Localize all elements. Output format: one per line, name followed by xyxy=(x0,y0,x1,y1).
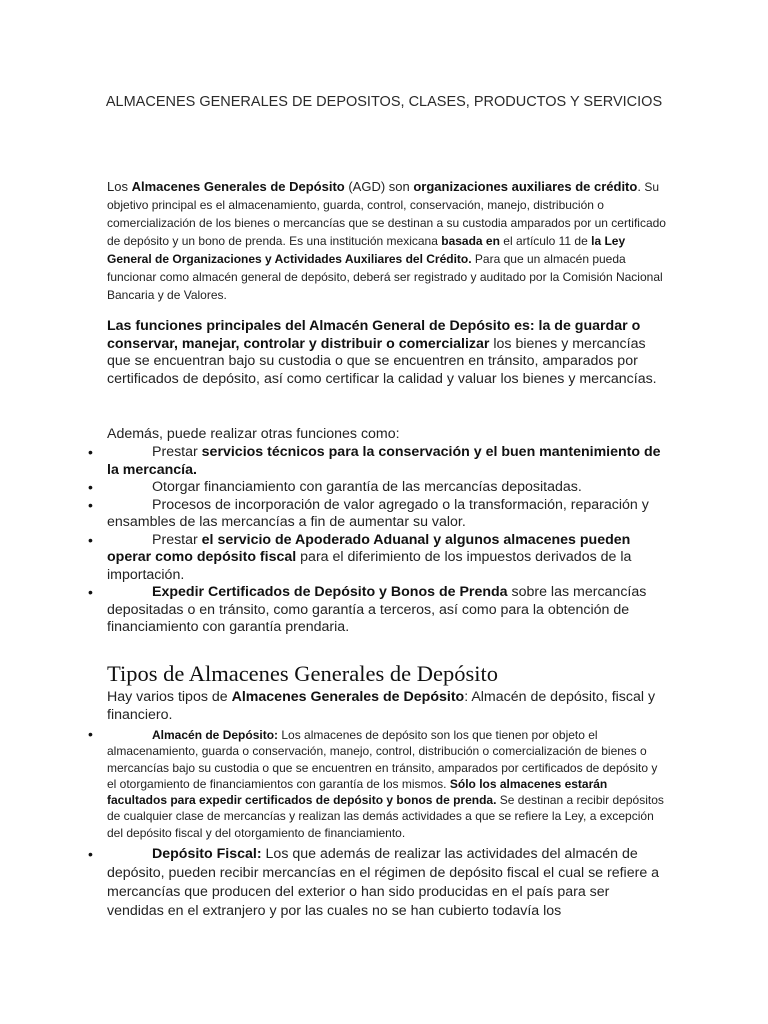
tipos-intro-post: : Almacén de depósito, fiscal y financiero. xyxy=(107,689,656,723)
tipos-intro-bold: Almacenes Generales de Depósito xyxy=(231,689,465,705)
list-item xyxy=(88,726,667,841)
list-item xyxy=(88,444,667,479)
list-item-bold: Expedir Certificados de Depósito y Bonos de Prenda xyxy=(152,584,508,600)
list-item xyxy=(88,845,667,921)
intro-paragraph xyxy=(107,178,667,304)
tipo-text-1: Los que además de realizar las actividades del almacén de depósito, pueden recibir mercancías en el régimen de depósito fiscal el cual se refiere a mercancías que producen del exterior o han sido producidas en el país para ser vendidas en el extranjero y por las cuales no se han cubierto todavía los xyxy=(107,846,660,920)
list-item-pre: Prestar xyxy=(152,444,202,460)
bullet-icon: • xyxy=(88,496,93,513)
intro-lead-text: Los xyxy=(107,179,132,194)
intro-lead-bold-2: organizaciones auxiliares de crédito xyxy=(413,179,638,194)
list-item xyxy=(88,531,667,585)
intro-body-2: el artículo 11 de xyxy=(499,234,592,248)
bullet-icon: • xyxy=(88,479,93,495)
intro-bold-3: basada en xyxy=(441,234,500,248)
intro-bold-4: la Ley General de Organizaciones y Actividades Auxiliares del Crédito. xyxy=(107,234,626,266)
tipos-intro-paragraph xyxy=(107,689,667,724)
bullet-icon: • xyxy=(88,531,93,548)
tipos-heading: Tipos de Almacenes Generales de Depósito xyxy=(107,661,498,686)
list-item xyxy=(88,496,667,532)
list-item-bold: servicios técnicos para la conservación y el buen mantenimiento de la mercancía. xyxy=(107,444,661,478)
other-functions-list xyxy=(88,444,667,637)
list-item-pre: Prestar xyxy=(152,531,202,548)
intro-lead-mid: (AGD) son xyxy=(344,179,414,194)
document-title: ALMACENES GENERALES DE DEPOSITOS, CLASES, PRODUCTOS Y SERVICIOS xyxy=(105,94,663,110)
list-item xyxy=(88,479,667,497)
list-item-pre: Otorgar financiamiento con garantía de las mercancías depositadas. xyxy=(152,479,582,495)
intro-lead-end: . xyxy=(637,179,641,194)
functions-rest: los bienes y mercancías que se encuentran bajo su custodia o que se encuentren en tránsito, amparados por certificados de depósito, así como certificar la calidad y valuar los bienes y mercancías. xyxy=(107,335,657,387)
tipos-intro-pre: Hay varios tipos de xyxy=(107,689,232,705)
list-item xyxy=(88,584,667,637)
tipo-label: Depósito Fiscal: xyxy=(152,846,262,863)
intro-lead-bold: Almacenes Generales de Depósito xyxy=(131,179,345,194)
functions-paragraph xyxy=(107,318,667,388)
tipos-list xyxy=(88,726,667,921)
list-item-bold: el servicio de Apoderado Aduanal y algunos almacenes pueden operar como depósito fiscal xyxy=(107,531,631,565)
functions-bold: Las funciones principales del Almacén General de Depósito es: la de guardar o conservar, manejar, controlar y distribuir o comercializar xyxy=(107,318,641,352)
bullet-icon: • xyxy=(88,726,93,742)
ademas-paragraph: Además, puede realizar otras funciones como: xyxy=(107,426,400,442)
intro-body-1: Su objetivo principal es el almacenamiento, guarda, control, conservación, manejo, distribución o comercialización de los bienes o mercancías que se destinan a su custodia amparados por un certificado de depósito y un bono de prenda. Es una institución mexicana xyxy=(107,180,666,248)
tipo-text-1: Los almacenes de depósito son los que tienen por objeto el almacenamiento, guarda o conservación, manejo, control, distribución o comercialización de bienes o mercancías bajo su custodia o que se encuentren en tránsito, amparados por certificados de depósito y el otorgamiento de financiamientos con garantía de los mismos. xyxy=(107,728,658,791)
intro-body-3: Para que un almacén pueda funcionar como almacén general de depósito, deberá ser registrado y auditado por la Comisión Nacional Bancaria y de Valores. xyxy=(107,252,663,302)
bullet-icon: • xyxy=(88,846,93,863)
bullet-icon: • xyxy=(88,584,93,600)
list-item-pre: Procesos de incorporación de valor agregado o la transformación, reparación y ensambles de las mercancías a fin de aumentar su valor. xyxy=(107,496,649,530)
tipo-label: Almacén de Depósito: xyxy=(152,728,279,742)
tipo-text-2: Se destinan a recibir depósitos de cualquier clase de mercancías y realizan las demás actividades a que se refiere la Ley, a excepción del depósito fiscal y del otorgamiento de financiamiento. xyxy=(107,793,664,840)
list-item-post: sobre las mercancías depositadas o en tránsito, como garantía a terceros, así como para la obtención de financiamiento con garantía prendaria. xyxy=(107,584,647,635)
tipo-bold-2: Sólo los almacenes estarán facultados para expedir certificados de depósito y bonos de prenda. xyxy=(107,776,608,808)
list-item-post: para el diferimiento de los impuestos derivados de la importación. xyxy=(107,549,632,583)
bullet-icon: • xyxy=(88,444,93,460)
